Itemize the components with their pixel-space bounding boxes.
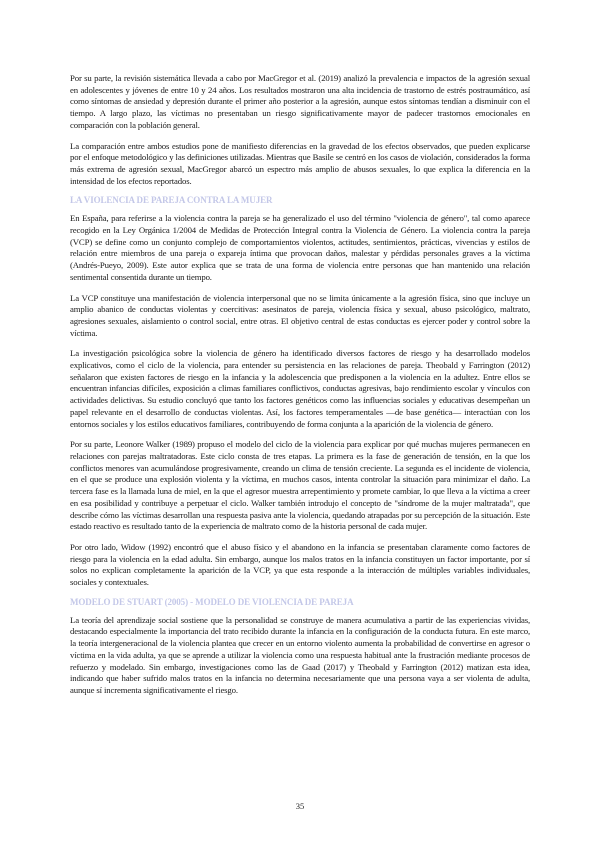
page-number: 35	[295, 801, 305, 811]
paragraph: La VCP constituye una manifestación de violencia interpersonal que no se limita únicamente a la agresión física, sino que incluye un amplio abanico de conductas violentas y coercitivas: asesinatos de pareja, violencia física y sexual, abuso psicológico, maltrato, agresiones sexuales, aislamiento o control social, entre otras. El objetivo central de estas conductas es ejercer poder y control sobre la víctima.	[70, 292, 530, 338]
paragraph: En España, para referirse a la violencia contra la pareja se ha generalizado el uso del término "violencia de género", tal como aparece recogido en la Ley Orgánica 1/2004 de Medidas de Protección Integral contra la Violencia de Género. La violencia contra la pareja (VCP) se define como un conjunto complejo de comportamientos violentos, actitudes, sentimientos, prácticas, vivencias y estilos de relación entre miembros de una pareja o expareja íntima que provocan daños, malestar y pérdidas personales graves a la víctima (Andrés-Pueyo, 2009). Este autor explica que se trata de una forma de violencia entre personas que han mantenido una relación sentimental consentida durante un tiempo.	[70, 213, 530, 282]
section-heading: MODELO DE STUART (2005) - MODELO DE VIOLENCIA DE PAREJA	[70, 596, 354, 607]
paragraph: Por su parte, la revisión sistemática llevada a cabo por MacGregor et al. (2019) analizó la prevalencia e impactos de la agresión sexual en adolescentes y jóvenes de entre 10 y 24 años. Los resultados mostraron una alta incidencia de trastorno de estrés postraumático, así como síntomas de ansiedad y depresión durante el primer año posterior a la agresión, aunque estos síntomas tendían a disminuir con el tiempo. A largo plazo, las víctimas no presentaban un riesgo significativamente mayor de padecer trastornos emocionales en comparación con la población general.	[70, 73, 530, 130]
paragraph: La teoría del aprendizaje social sostiene que la personalidad se construye de manera acumulativa a partir de las experiencias vividas, destacando especialmente la importancia del trato recibido durante la infancia en la configuración de la conducta futura. En este marco, la teoría intergeneracional de la violencia plantea que crecer en un entorno violento aumenta la probabilidad de convertirse en agresor o víctima en la vida adulta, ya que se aprende a utilizar la violencia como una respuesta habitual ante la frustración mediante procesos de refuerzo y modelado. Sin embargo, investigaciones como las de Gaad (2017) y Theobald y Farrington (2012) matizan esta idea, indicando que haber sufrido malos tratos en la infancia no determina necesariamente que una persona vaya a ser violenta de adulta, aunque sí incrementa significativamente el riesgo.	[70, 614, 530, 695]
paragraph: Por su parte, Leonore Walker (1989) propuso el modelo del ciclo de la violencia para explicar por qué muchas mujeres permanecen en relaciones con parejas maltratadoras. Este ciclo consta de tres etapas. La primera es la fase de generación de tensión, en la que los conflictos menores van acumulándose progresivamente, creando un clima de tensión creciente. La segunda es el incidente de violencia, en el que se produce una explosión violenta y la víctima, en muchos casos, intenta controlar la situación para minimizar el daño. La tercera fase es la llamada luna de miel, en la que el agresor muestra arrepentimiento y promete cambiar, lo que lleva a la víctima a creer en esa posibilidad y contribuye a perpetuar el ciclo. Walker también introdujo el concepto de "síndrome de la mujer maltratada", que describe cómo las víctimas desarrollan una respuesta pasiva ante la violencia, quedando atrapadas por su percepción de la situación. Este estado reactivo es resultado tanto de la experiencia de maltrato como de la historia personal de cada mujer.	[70, 439, 530, 532]
page-body	[70, 73, 530, 697]
paragraph: Por otro lado, Widow (1992) encontró que el abuso físico y el abandono en la infancia se presentaban claramente como factores de riesgo para la violencia en la edad adulta. Sin embargo, aunque los malos tratos en la infancia constituyen un factor importante, por sí solos no explican completamente la aparición de la VCP, ya que esta responde a la interacción de múltiples variables individuales, sociales y contextuales.	[70, 541, 530, 588]
paragraph: La comparación entre ambos estudios pone de manifiesto diferencias en la gravedad de los efectos observados, que pueden explicarse por el enfoque metodológico y las definiciones utilizadas. Mientras que Basile se centró en los casos de violación, considerados la forma más extrema de agresión sexual, MacGregor abarcó un espectro más amplio de abusos sexuales, lo que explica la diferencia en la intensidad de los efectos reportados.	[70, 140, 530, 186]
section-heading: LA VIOLENCIA DE PAREJA CONTRA LA MUJER	[70, 195, 273, 206]
paragraph: La investigación psicológica sobre la violencia de género ha identificado diversos factores de riesgo y ha desarrollado modelos explicativos, como el ciclo de la violencia, para entender su persistencia en las relaciones de pareja. Theobald y Farrington (2012) señalaron que existen factores de riesgo en la infancia y la adolescencia que predisponen a la violencia en la adultez. Entre ellos se encuentran infancias difíciles, exposición a climas familiares conflictivos, conductas agresivas, bajo rendimiento escolar y vínculos con actividades delictivas. Su estudio concluyó que tanto los factores genéticos como las influencias sociales y educativas desempeñan un papel relevante en el desarrollo de conductas violentas. Así, los factores temperamentales —de base genética— interactúan con los entornos sociales y los estilos educativos familiares, contribuyendo de forma conjunta a la aparición de la violencia de género.	[70, 348, 530, 429]
